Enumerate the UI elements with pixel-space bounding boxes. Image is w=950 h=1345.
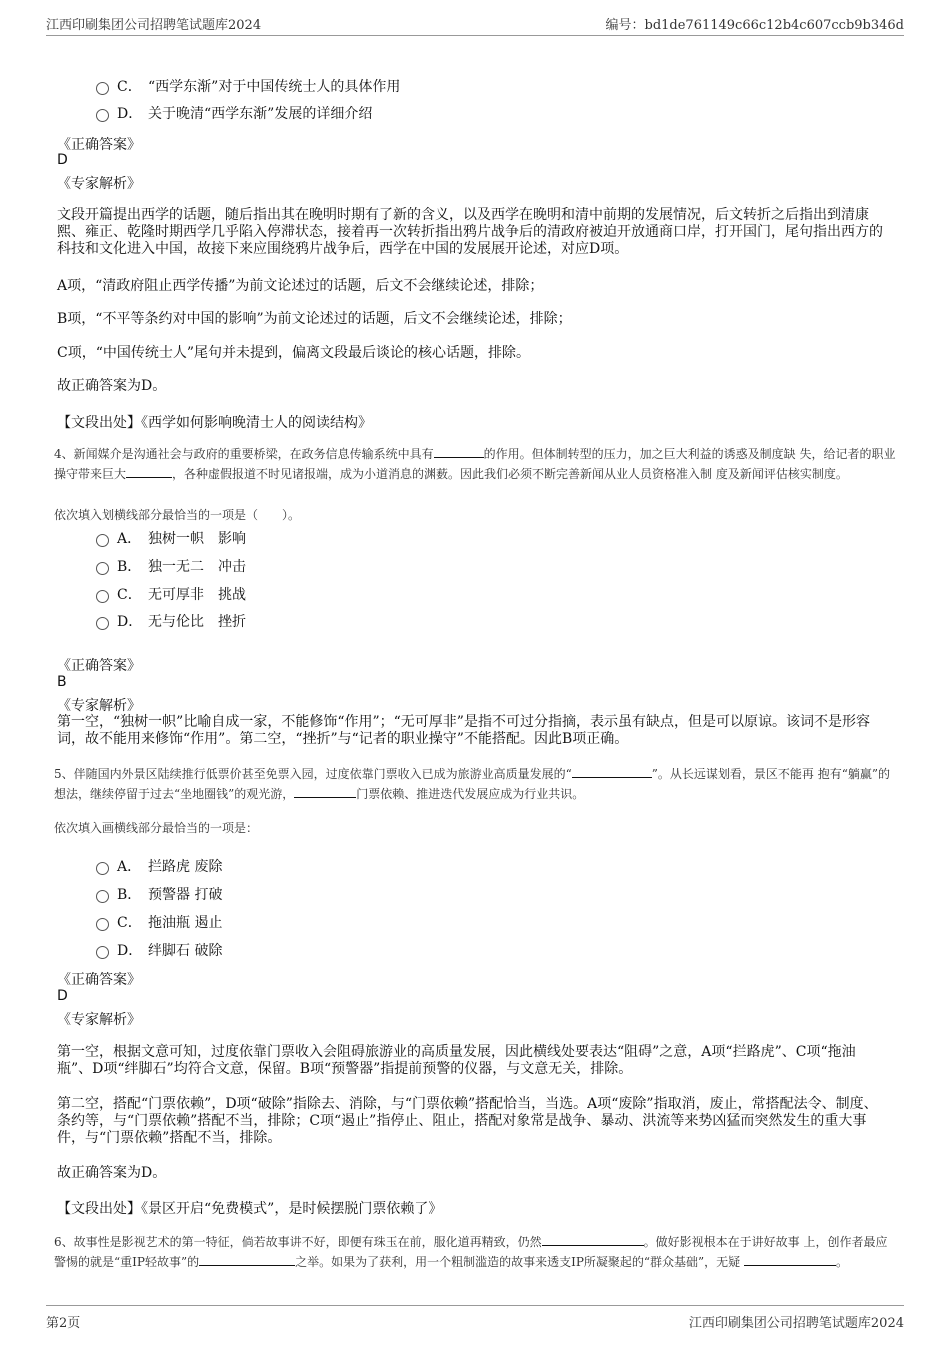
radio-icon[interactable] xyxy=(96,109,109,122)
q5-analysis-p1: 第一空，根据文意可知，过度依靠门票收入会阻碍旅游业的高质量发展，因此横线处要表达“阻碍”之意，A项“拦路虎”、C项“拖油瓶”、D项“绊脚石”均符合文意，保留。B项“预警器”指提前预警的仪器，与文意无关，排除。 xyxy=(57,1044,856,1077)
q5-analysis-p2: 第二空，搭配“门票依赖”，D项“破除”指除去、消除，与“门票依赖”搭配恰当，当选。A项“废除”指取消，废止，常搭配法令、制度、条约等，与“门票依赖”搭配不当，排除；C项“遏止”指停止、阻止，搭配对象常是战争、暴动、洪流等来势凶猛而突然发生的重大事件，与“门票依赖”搭配不当，排除。 xyxy=(57,1096,878,1146)
q5-stem: 5、伴随国内外景区陆续推行低票价甚至免票入园，过度依靠门票收入已成为旅游业高质量发展的“ ”。从长远谋划看，景区不能再 抱有“躺赢”的想法，继续停留于过去“坐地圈钱”的观光游， 门票依赖、推进迭代发展应成为行业共识。 xyxy=(54,767,891,801)
q5-answer: D xyxy=(57,988,68,1004)
radio-icon[interactable] xyxy=(96,562,109,575)
q4-analysis: 第一空，“独树一帜”比喻自成一家，不能修饰“作用”；“无可厚非”是指不可过分指摘，表示虽有缺点，但是可以原谅。该词不是形容词，故不能用来修饰“作用”。第二空，“挫折”与“记者的职业操守”不能搭配。因此B项正确。 xyxy=(57,714,870,747)
radio-icon[interactable] xyxy=(96,534,109,547)
page-number: 第2页 xyxy=(46,1316,81,1331)
radio-icon[interactable] xyxy=(96,617,109,630)
q3-analysis-c: C项，“中国传统士人”尾句并未提到，偏离文段最后谈论的核心话题，排除。 xyxy=(57,345,531,361)
q3-option-d[interactable]: D． 关于晚清“西学东渐”发展的详细介绍 xyxy=(96,103,372,123)
blank-1 xyxy=(542,1233,644,1246)
radio-icon[interactable] xyxy=(96,862,109,875)
q3-analysis-label: 《专家解析》 xyxy=(57,176,141,192)
q5-source: 【文段出处】《景区开启“免费模式”，是时候摆脱门票依赖了》 xyxy=(57,1201,443,1217)
page-footer xyxy=(46,1312,904,1332)
header-doc-id: 编号：bd1de761149c66c12b4c607ccb9b346d xyxy=(605,18,904,33)
radio-icon[interactable] xyxy=(96,918,109,931)
footer-title: 江西印刷集团公司招聘笔试题库2024 xyxy=(688,1316,904,1331)
blank-1 xyxy=(572,765,652,778)
q4-answer-label: 《正确答案》 xyxy=(57,658,141,674)
blank-1 xyxy=(434,445,484,458)
page-header xyxy=(46,14,904,36)
q4-answer: B xyxy=(57,674,67,690)
radio-icon[interactable] xyxy=(96,82,109,95)
q6-stem: 6、故事性是影视艺术的第一特征，倘若故事讲不好，即便有珠玉在前，服化道再精致，仍然 。做好影视根本在于讲好故事 上，创作者最应警惕的就是“重IP轻故事”的 之举。如果为了获利，用一个粗制滥造的故事来透支IP所凝聚起的“群众基础”，无疑 。 xyxy=(54,1235,888,1269)
q3-analysis-a: A项，“清政府阻止西学传播”为前文论述过的话题，后文不会继续论述，排除； xyxy=(57,278,544,294)
q3-answer: D xyxy=(57,152,68,168)
blank-2 xyxy=(294,785,356,798)
q5-answer-label: 《正确答案》 xyxy=(57,972,141,988)
blank-2 xyxy=(199,1253,295,1266)
q5-option-a[interactable]: A． 拦路虎 废除 xyxy=(96,856,222,876)
q3-source: 【文段出处】《西学如何影响晚清士人的阅读结构》 xyxy=(57,415,372,431)
q3-analysis: 文段开篇提出西学的话题，随后指出其在晚明时期有了新的含义，以及西学在晚明和清中前期的发展情况，后文转折之后指出到清康熙、雍正、乾隆时期西学几乎陷入停滞状态，接着再一次转折指出鸦片战争后的清政府被迫开放通商口岸，打开国门，尾句指出西方的科技和文化进入中国，故接下来应围绕鸦片战争后，西学在中国的发展展开论述，对应D项。 xyxy=(57,207,883,257)
footer-divider xyxy=(46,1305,904,1306)
q4-option-b[interactable]: B． 独一无二 冲击 xyxy=(96,556,246,576)
q4-option-c[interactable]: C． 无可厚非 挑战 xyxy=(96,584,246,604)
q5-option-b[interactable]: B． 预警器 打破 xyxy=(96,884,222,904)
q5-conclusion: 故正确答案为D。 xyxy=(57,1165,167,1181)
q3-analysis-b: B项，“不平等条约对中国的影响”为前文论述过的话题，后文不会继续论述，排除； xyxy=(57,311,572,327)
q5-option-c[interactable]: C． 拖油瓶 遏止 xyxy=(96,912,222,932)
q3-answer-label: 《正确答案》 xyxy=(57,137,141,153)
q4-prompt: 依次填入划横线部分最恰当的一项是（ ）。 xyxy=(54,508,301,522)
q3-conclusion: 故正确答案为D。 xyxy=(57,378,167,394)
blank-2 xyxy=(126,465,172,478)
q4-stem: 4、新闻媒介是沟通社会与政府的重要桥梁，在政务信息传输系统中具有 的作用。但体制转型的压力，加之巨大利益的诱惑及制度缺 失，给记者的职业操守带来巨大 ，各种虚假报道不时见诸报端，成为小道消息的渊薮。因此我们必须不断完善新闻从业人员资格准入制 度及新闻评估核实制度。 xyxy=(54,447,896,481)
q4-analysis-label: 《专家解析》 xyxy=(57,698,141,714)
q5-prompt: 依次填入画横线部分最恰当的一项是： xyxy=(54,821,259,835)
q3-option-c[interactable]: C． “西学东渐”对于中国传统士人的具体作用 xyxy=(96,76,400,96)
q4-option-a[interactable]: A． 独树一帜 影响 xyxy=(96,528,246,548)
radio-icon[interactable] xyxy=(96,590,109,603)
q4-option-d[interactable]: D． 无与伦比 挫折 xyxy=(96,611,246,631)
header-divider xyxy=(46,35,904,36)
q5-analysis-label: 《专家解析》 xyxy=(57,1012,141,1028)
q5-option-d[interactable]: D． 绊脚石 破除 xyxy=(96,940,222,960)
radio-icon[interactable] xyxy=(96,890,109,903)
radio-icon[interactable] xyxy=(96,946,109,959)
blank-3 xyxy=(744,1253,836,1266)
header-title: 江西印刷集团公司招聘笔试题库2024 xyxy=(46,18,262,33)
